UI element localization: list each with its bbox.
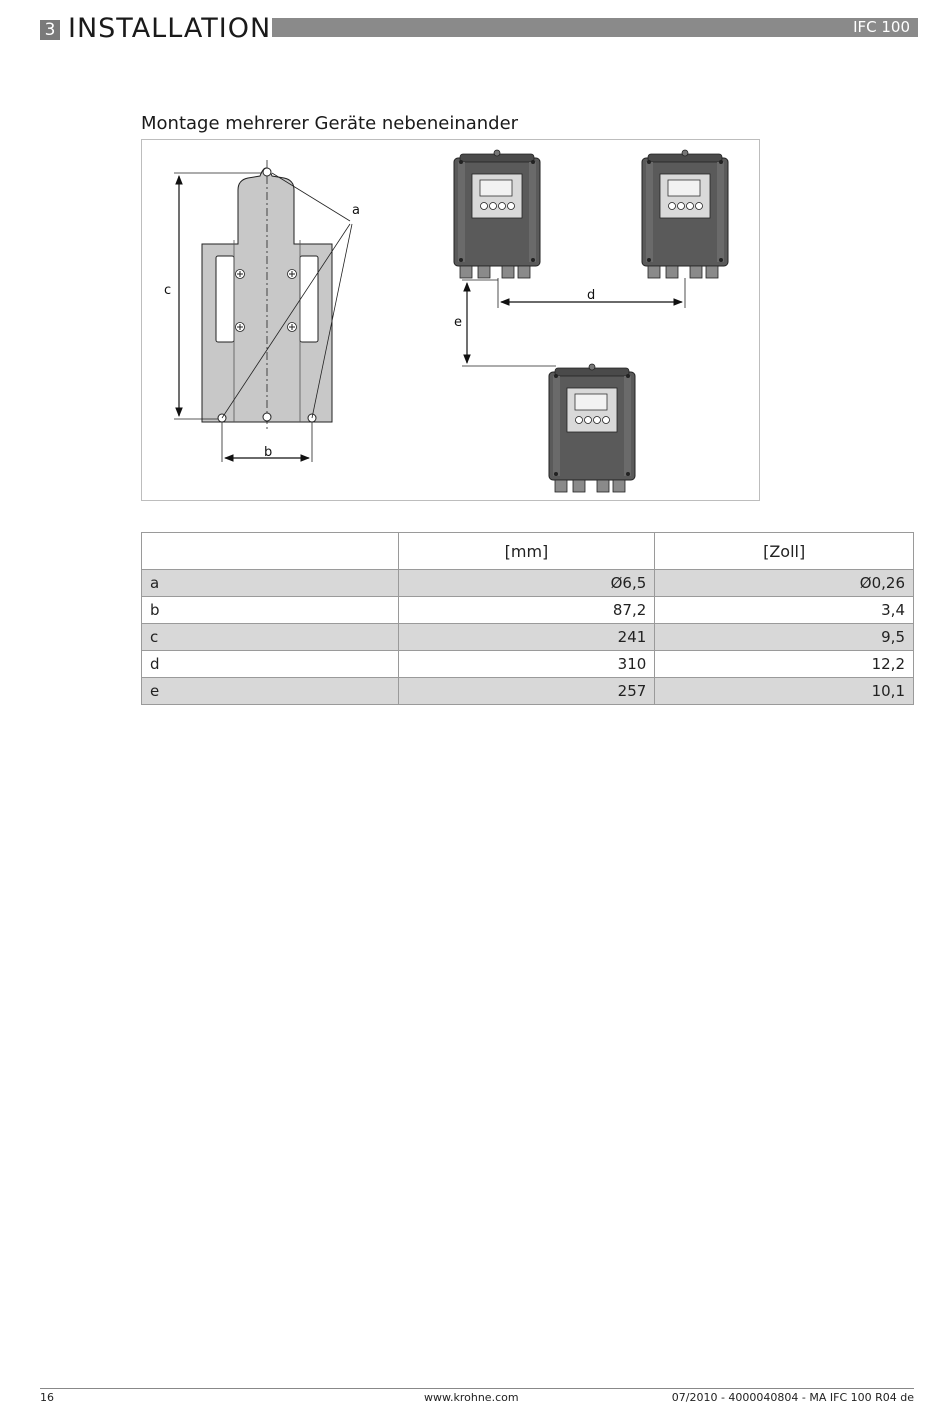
label-d: d	[587, 288, 596, 303]
column-header-mm: [mm]	[398, 533, 655, 570]
label-e: e	[454, 315, 462, 330]
value-zoll: 9,5	[655, 624, 914, 651]
row-label: c	[142, 624, 399, 651]
table-row	[142, 651, 914, 678]
value-zoll: 12,2	[655, 651, 914, 678]
footer-docref: 07/2010 - 4000040804 - MA IFC 100 R04 de	[671, 1391, 914, 1404]
mounting-drawing	[142, 140, 759, 500]
row-label: d	[142, 651, 399, 678]
page-number: 16	[40, 1391, 54, 1404]
section-title: Montage mehrerer Geräte nebeneinander	[141, 113, 519, 134]
value-mm: 257	[398, 678, 655, 705]
device-top-left	[454, 150, 540, 278]
value-zoll: Ø0,26	[655, 570, 914, 597]
row-label: e	[142, 678, 399, 705]
page-header	[40, 14, 918, 44]
row-label: b	[142, 597, 399, 624]
table-header-row	[142, 533, 914, 570]
chapter-title: INSTALLATION	[68, 13, 272, 44]
value-mm: 241	[398, 624, 655, 651]
label-b: b	[264, 445, 273, 460]
mounting-figure	[141, 139, 760, 501]
table-row	[142, 678, 914, 705]
product-name: IFC 100	[853, 18, 910, 36]
value-zoll: 3,4	[655, 597, 914, 624]
column-header	[142, 533, 399, 570]
table-row	[142, 597, 914, 624]
table-row	[142, 624, 914, 651]
value-mm: 310	[398, 651, 655, 678]
value-mm: Ø6,5	[398, 570, 655, 597]
footer-website[interactable]: www.krohne.com	[424, 1391, 519, 1404]
device-bottom	[549, 364, 635, 492]
device-top-right	[642, 150, 728, 278]
row-label: a	[142, 570, 399, 597]
dimensions-table	[141, 532, 914, 705]
label-c: c	[164, 283, 172, 298]
footer-divider	[40, 1388, 914, 1389]
value-zoll: 10,1	[655, 678, 914, 705]
header-bar	[272, 18, 918, 37]
chapter-number: 3	[40, 20, 60, 40]
column-header-zoll: [Zoll]	[655, 533, 914, 570]
label-a: a	[352, 203, 360, 218]
table-row	[142, 570, 914, 597]
mounting-plate	[202, 160, 332, 432]
dimension-e	[454, 280, 556, 366]
value-mm: 87,2	[398, 597, 655, 624]
dimension-d	[498, 278, 685, 308]
